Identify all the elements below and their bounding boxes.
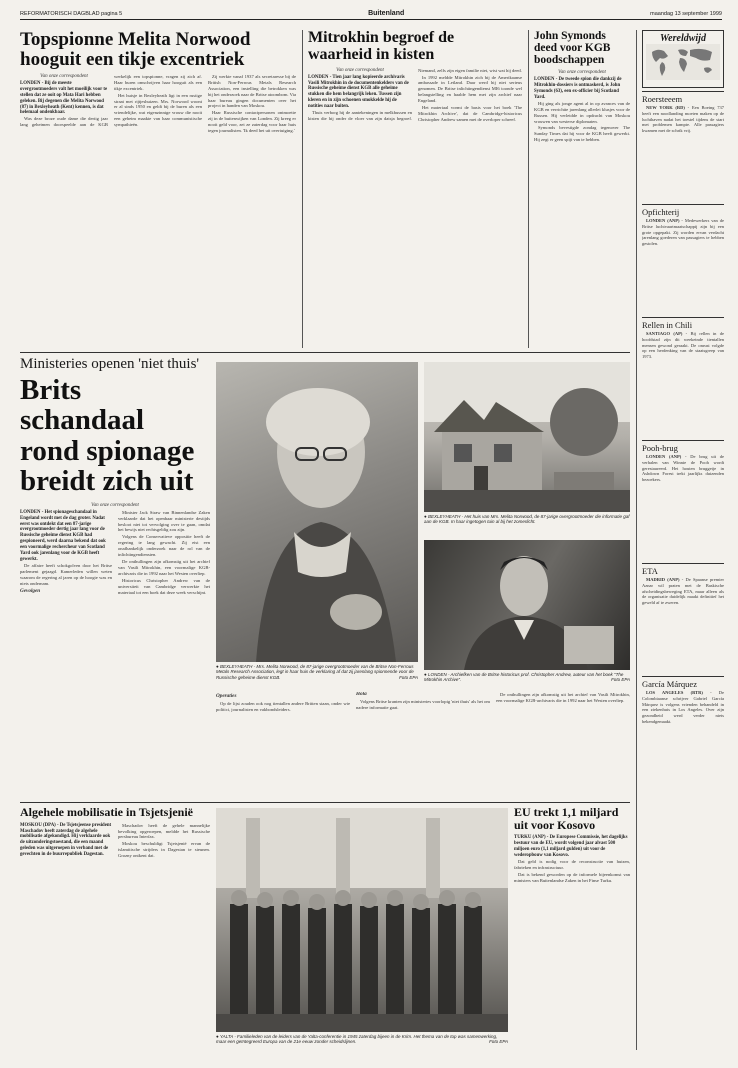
sidebar-title: Wereldwijd xyxy=(660,33,706,44)
sidebar-item-head: ETA xyxy=(642,563,724,576)
spionage-continuation xyxy=(216,692,630,796)
spionage-subhead: Gevolgen xyxy=(20,587,41,594)
sidebar-item-head: García Márquez xyxy=(642,676,724,689)
spionage-article xyxy=(20,356,210,796)
spionage-subhead: Hola xyxy=(356,692,367,697)
column-divider xyxy=(528,30,529,348)
spionage-headline: Brits schandaal rond spionage breidt zich uit xyxy=(20,374,195,498)
caption-text: BEXLEYHEATH - Het huis van Mrs. Melita Norwood, de 87-jarige overgrootmoeder die informatie gaf aan de KGB. In haar ingetogen tuin al bij het zomerlicht. xyxy=(424,514,630,525)
world-map-icon xyxy=(646,44,720,80)
person-icon xyxy=(424,540,630,670)
sidebar-item-dateline: NEW YORK (RD) xyxy=(646,105,685,110)
kosovo-headline: EU trekt 1,1 miljard uit voor Kosovo xyxy=(514,806,619,832)
paper-name: REFORMATORISCH DAGBLAD pagina 5 xyxy=(20,10,123,17)
norwood-article xyxy=(20,30,296,348)
mitrokhin-body xyxy=(308,68,522,338)
tsjetsjenie-lead: MOSKOU (DPA) - De Tsjetsjeense president Maschadov heeft zaterdag de algehele mobilisatie afgekondigd. Hij verklaarde ook de uitzonderingstoestand, die een maand geleden was uitgeroepen in verband met de gevechten in de buurrepubliek Dagestan. xyxy=(20,822,112,858)
andrew-portrait-photo xyxy=(424,540,630,670)
sidebar-item: Roersteeem NEW YORK (RD) - Een Boeing 737 heeft een noodlanding moeten maken op de luchthaven nadat het toestel tijdens de start met problemen kampte. Alle passagiers kwamen met de schrik vrij. xyxy=(642,91,724,134)
tsjetsjenie-article xyxy=(20,806,210,1050)
house-photo-caption: ● BEXLEYHEATH - Het huis van Mrs. Melita Norwood, de 87-jarige overgrootmoeder die informatie gaf aan de KGB. In haar ingetogen tuin al bij het zomerlicht. xyxy=(424,514,630,525)
kosovo-paragraph: Dat geld is nodig voor de reconstructie van huizen, fabrieken en infrastructuur. xyxy=(514,858,630,870)
issue-date: maandag 13 september 1999 xyxy=(650,10,722,17)
norwood-paragraph: Was deze broze oude dame die dertig jaar lang geheimen doorspeelde aan de KGB werkelijk een topspionne, vragen zij zich af. Haar buren omschrijven haar hooguit als een tikje excentriek. xyxy=(20,73,202,128)
sidebar-item: García Márquez LOS ANGELES (RTR) - De Colombiaanse schrijver Gabriel García Márquez is volgens vrienden behandeld in een ziekenhuis in Los Angeles. Over zijn gezondheid werd verder niets bekendgemaakt. xyxy=(642,676,724,725)
caption-text: BEXLEYHEATH - Mrs. Melita Norwood, de 87-jarige overgrootmoeder van de Britse Non-Ferrous Metals Research Association, legt in haar huis de verklaring af dat zij jarenlang spionnende voor de Russische geheime dienst KGB. xyxy=(216,664,414,680)
tsjetsjenie-paragraph: Maschadov heeft de gehele mannelijke bevolking opgeroepen, meldde het Russische persbureau Interfax. xyxy=(118,822,210,840)
kosovo-lead: TURKU (ANP) - De Europese Commissie, het dagelijks bestuur van de EU, wordt volgend jaar alvast 500 miljoen euro (1,1 miljard gulden) uit voor de wederopbouw van Kosovo. xyxy=(514,835,628,858)
sidebar-item: Rellen in Chili SANTIAGO (AP) - Bij rellen in de hoofdstad zijn dit weekeinde tientallen mensen gewond geraakt. De onrust volgde op een herdenking van de staatsgreep van 1973. xyxy=(642,317,724,360)
norwood-paragraph: Haar Russische contactpersonen ontmoette zij in de buitenwijken van Londen. Zij kreeg er nooit geld voor, zei ze zaterdag voor haar huis tegen journalisten. 'Ik deed het uit overtuiging.' xyxy=(208,110,296,134)
spionage-paragraph: Historicus Christopher Andrew van de universiteit van Cambridge verwerkte het materiaal tot een boek dat deze week verschijnt. xyxy=(118,577,210,595)
spionage-paragraph: De onthullingen zijn afkomstig uit het archief van Vasili Mitrokhin, een voormalige KGB-archivaris die in 1992 naar het Westen overliep. xyxy=(118,559,210,576)
symonds-article xyxy=(534,30,630,348)
sidebar-item-head: Pooh-brug xyxy=(642,440,724,453)
house-icon xyxy=(424,362,630,512)
andrew-photo-caption: ● LONDEN - Archiefken van de Britse historicus prof. Christopher Andrew, auteur van het boek "The Mitrokhin Archive". Foto EPA xyxy=(424,672,630,683)
column-divider xyxy=(636,30,637,1050)
spionage-lead: LONDEN - Het spionageschandaal in Engeland wordt met de dag groter. Nadat eerst was ontdekt dat een 87-jarige overgrootmoeder dertig jaar lang voor de Russische geheime dienst KGB had gespioneerd, werd daarna bekend dat ook een voormalige rechercheur van Scotland Yard ook jarenlang voor de KGB heeft gewerkt. xyxy=(20,509,106,562)
photo-credit: Foto EPA xyxy=(399,674,418,680)
section-title: Buitenland xyxy=(368,10,405,17)
sidebar-item-text: Een Boeing 737 heeft een noodlanding moeten maken op de luchthaven nadat het toestel tijdens de start met problemen kampte. Alle passagiers kwamen met de schrik vrij. xyxy=(642,105,724,134)
symonds-headline: John Symonds deed voor KGB boodschappen xyxy=(534,30,611,67)
norwood-headline: Topspionne Melita Norwood hooguit een tikje excentriek xyxy=(20,30,251,70)
norwood-correspondent: Van onze correspondent xyxy=(40,73,88,79)
kosovo-paragraph: Dat is bekend geworden op de informele bijeenkomst van ministers van Buitenlandse Zaken in het Finse Turku. xyxy=(514,871,630,883)
group-photo-icon xyxy=(216,808,508,1032)
spionage-paragraph: Volgens Britse kranten zijn ministeries voorlopig 'niet thuis' als het om nadere informatie gaat. xyxy=(356,698,490,710)
sidebar-item-dateline: LONDEN (ANP) xyxy=(646,453,682,459)
column-divider xyxy=(302,30,303,348)
photo-credit: Foto EPA xyxy=(489,1039,508,1045)
norwood-house-photo xyxy=(424,362,630,512)
sidebar-item-text: Medewerkers van de Britse luchtvaartmaatschappij zijn bij een grote opgepakt. Zij worden ervan verdacht jarenlang goederen van passagiers te hebben gestolen. xyxy=(642,217,724,247)
symonds-correspondent: Van onze correspondent xyxy=(558,70,606,76)
symonds-paragraph: Hij ging als jonge agent al in op avances van de KGB en verrichtte jarenlang allerlei klusjes voor de Russen. Hij verleidde in opdracht van Moskou vrouwen van westerse diplomaten. xyxy=(534,100,630,124)
sidebar-item-head: Roersteeem xyxy=(642,91,724,104)
norwood-photo-caption: ● BEXLEYHEATH - Mrs. Melita Norwood, de 87-jarige overgrootmoeder van de Britse Non-Ferrous Metals Research Association, legt in haar huis de verklaring af dat zij jarenlang spionnende voor de Russische geheime dienst KGB. Foto EPA xyxy=(216,664,418,680)
photo-credit: Foto EPA xyxy=(611,677,630,683)
symonds-paragraph: Symonds bevestigde zondag tegenover The Sunday Times dat hij voor de KGB heeft gewerkt. Hij zegt er geen spijt van te hebben. xyxy=(534,125,630,143)
spionage-paragraph: Volgens de Conservatieve oppositie heeft de regering te lang gewacht. Zij eist een onafhankelijk onderzoek naar de rol van de inlichtingendiensten. xyxy=(118,534,210,558)
sidebar-item: ETA MADRID (ANP) - De Spaanse premier Aznar wil praten met de Baskische afscheidingsbeweging ETA, maar alleen als de organisatie duidelijk maakt definitief het geweld af te zweren. xyxy=(642,563,724,606)
sidebar-header xyxy=(642,30,724,88)
mitrokhin-headline: Mitrokhin begroef de waarheid in kisten xyxy=(308,30,455,63)
portrait-figure-icon xyxy=(216,362,418,662)
caption-text: YALTA - Familieleden van de leiders van de Yalta-conferentie in 1945 zaterdag bijeen in de Krim. Het thema van de top was samenwerking, maar een geïntegreerd Europa van de 21e eeuw zonder scheidslijnen. xyxy=(216,1034,498,1045)
sidebar-item-dateline: LOS ANGELES (RTR) xyxy=(646,689,703,695)
tsjetsjenie-body xyxy=(20,823,210,1043)
sidebar-item-text: Bij rellen in de hoofdstad zijn dit weekeinde tientallen mensen gewond geraakt. De onrust volgde op een herdenking van de staatsgreep van 1973. xyxy=(642,330,724,360)
norwood-body xyxy=(20,74,296,334)
sidebar-item-text: De Colombiaanse schrijver Gabriel García Márquez is volgens vrienden behandeld in een ziekenhuis in Los Angeles. Over zijn gezondheid werd verder niets bekendgemaakt. xyxy=(642,689,724,724)
norwood-paragraph: Het huisje in Bexleyheath ligt in een rustige straat met rijtjeshuizen. Mrs. Norwood woont er al sinds 1950 en geldt bij de buren als een vriendelijke, wat eigenzinnige vrouw die nooit een geheim maakte van haar communistische sympathieën. xyxy=(114,92,202,128)
sidebar-item-dateline: MADRID (ANP) xyxy=(646,576,680,582)
sidebar-item: Pooh-brug LONDEN (ANP) - De brug uit de verhalen van Winnie de Pooh wordt gerestaureerd. Het houten bruggetje in Ashdown Forest trekt jaarlijks duizenden bezoekers. xyxy=(642,440,724,483)
norwood-paragraph: Zij werkte vanaf 1937 als secretaresse bij de British Non-Ferrous Metals Research Association, een instelling die betrokken was bij het onderzoek naar de Britse atoombom. Via haar bureau gingen documenten over het project in handen van Moskou. xyxy=(208,73,296,109)
norwood-lead: LONDEN - Bij de meeste overgrootmoeders valt het moeilijk voor te stellen dat ze ooit op Mata Hari hebben geleken. Bij degenen die Melita Norwood (87) in Bexleyheath (Kent) kennen, is dat helemaal ondenkbaar. xyxy=(20,80,108,116)
mitrokhin-lead: LONDEN - Tien jaar lang kopieerde archivaris Vasili Mitrokhin in de documentenkelders van de Russische geheime dienst KGB alle geheime stukken die hem belangrijk leken. Tussen zijn kleren en in zijn schoenen smokkelde hij de notities naar buiten. xyxy=(308,74,409,110)
spionage-subhead: Operaties xyxy=(216,693,237,699)
tsjetsjenie-headline: Algehele mobilisatie in Tsjetsjenië xyxy=(20,806,193,819)
sidebar-item-head: Rellen in Chili xyxy=(642,317,724,330)
mitrokhin-paragraph: In 1992 meldde Mitrokhin zich bij de Amerikaanse ambassade in Letland. Daar werd hij niet serieus genomen. De Britse inlichtingendienst MI6 toonde wel belangstelling en haalde hem met zijn archief naar Engeland. xyxy=(418,74,522,104)
sidebar-item-head: Opfichterij xyxy=(642,204,724,217)
masthead xyxy=(20,8,722,20)
sidebar-wereldwijd xyxy=(642,30,724,1050)
yalta-photo-caption: ● YALTA - Familieleden van de leiders van de Yalta-conferentie in 1945 zaterdag bijeen in de Krim. Het thema van de top was samenwerking, maar een geïntegreerd Europa van de 21e eeuw zonder scheidslijnen. Foto EPA xyxy=(216,1034,508,1045)
sidebar-item-dateline: SANTIAGO (AP) xyxy=(646,330,683,336)
spionage-paragraph: De affaire heeft schokgolven door het Britse parlement gejaagd. Kamerleden willen weten waarom de regering al jaren op de hoogte was en niets ondernam. xyxy=(20,562,112,586)
spionage-correspondent: Van onze correspondent xyxy=(91,502,139,508)
mitrokhin-correspondent: Van onze correspondent xyxy=(336,67,384,73)
spionage-paragraph: Minister Jack Straw van Binnenlandse Zaken verklaarde dat het openbaar ministerie destijds besloot niet tot vervolging over te gaan, omdat het bewijs niet rechtsgeldig zou zijn. xyxy=(118,509,210,533)
sidebar-item-text: De brug uit de verhalen van Winnie de Pooh wordt gerestaureerd. Het houten bruggetje in Ashdown Forest trekt jaarlijks duizenden bezoekers. xyxy=(642,453,724,483)
sidebar-item-text: De Spaanse premier Aznar wil praten met de Baskische afscheidingsbeweging ETA, maar alleen als de organisatie duidelijk maakt definitief het geweld af te zweren. xyxy=(642,576,724,606)
mitrokhin-article xyxy=(308,30,522,348)
section-divider xyxy=(20,352,630,353)
spionage-paragraph: De onthullingen zijn afkomstig uit het archief van Vasili Mitrokhin, een voormalige KGB-archivaris die in 1992 naar het Westen overliep. xyxy=(496,692,630,703)
kosovo-article xyxy=(514,806,630,1050)
caption-text: LONDEN - Archiefken van de Britse historicus prof. Christopher Andrew, auteur van het boek "The Mitrokhin Archive". xyxy=(424,672,624,683)
mitrokhin-paragraph: Het materiaal vormt de basis voor het boek 'The Mitrokhin Archive', dat de Cambridge-historicus Christopher Andrew samen met de overloper schreef. xyxy=(418,105,522,122)
tsjetsjenie-paragraph: Moskou beschuldigt Tsjetsjenië ervan de islamitische strijders in Dagestan te steunen. Grozny ontkent dat. xyxy=(118,841,210,859)
spionage-kicker: Ministeries openen 'niet thuis' xyxy=(20,356,200,372)
norwood-portrait-photo xyxy=(216,362,418,662)
mitrokhin-paragraph: Thuis verborg hij de aantekeningen in melkbussen en kisten die hij onder de vloer van zijn datsja begroef. Niemand, zelfs zijn eigen familie niet, wist wat hij deed. xyxy=(308,67,522,121)
spionage-body xyxy=(20,510,210,796)
sidebar-item: Opfichterij LONDEN (ANP) - Medewerkers van de Britse luchtvaartmaatschappij zijn bij een grote opgepakt. Zij worden ervan verdacht jarenlang goederen van passagiers te hebben gestolen. xyxy=(642,204,724,247)
sidebar-item-dateline: LONDEN (ANP) xyxy=(646,217,680,223)
yalta-group-photo xyxy=(216,808,508,1032)
spionage-paragraph: Op de lijst zouden ook nog tientallen andere Britten staan, onder wie politici, journalisten en vakbondsleiders. xyxy=(216,700,350,712)
symonds-lead: LONDEN - De tweede spion die dankzij de Mitrokhin-dossiers is ontmaskerd, is John Symonds (63), een ex-officier bij Scotland Yard. xyxy=(534,77,622,100)
section-divider xyxy=(20,802,630,803)
